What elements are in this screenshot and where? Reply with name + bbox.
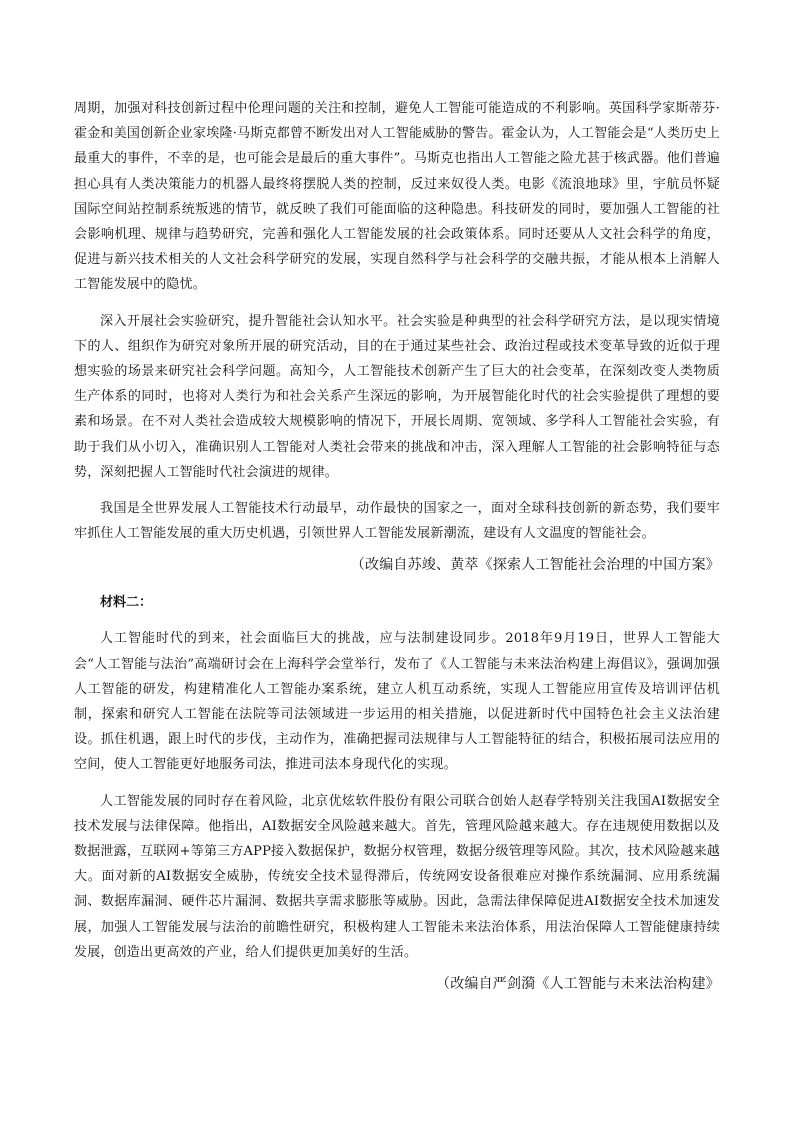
material1-source-citation: （改编自苏竣、黄萃《探索人工智能社会治理的中国方案》	[350, 557, 720, 574]
material2-paragraph-2: 人工智能发展的同时存在着风险，北京优炫软件股份有限公司联合创始人赵春学特别关注我国AI数据安全技术发展与法律保障。他指出，AI数据安全风险越来越大。首先，管理风险越来越大。存在违规使用数据以及数据泄露，互联网+等第三方APP接入数据保护，数据分权管理，数据分级管理等风险。其次，技术风险越来越大。面对新的AI数据安全威胁，传统安全技术显得滞后，传统网安设备很难应对操作系统漏洞、应用系统漏洞、数据库漏洞、硬件芯片漏洞、数据共享需求膨胀等威胁。因此，急需法律保障促进AI数据安全技术加速发展，加强人工智能发展与法治的前瞻性研究，积极构建人工智能未来法治体系，用法治保障人工智能健康持续发展，创造出更高效的产业，给人们提供更加美好的生活。	[74, 793, 720, 960]
material2-heading: 材料二：	[100, 595, 153, 611]
material1-paragraph-1: 周期，加强对科技创新过程中伦理问题的关注和控制，避免人工智能可能造成的不利影响。英国科学家斯蒂芬·霍金和美国创新企业家埃隆·马斯克都曾不断发出对人工智能威胁的警告。霍金认为，人工智能会是“人类历史上最重大的事件，不幸的是，也可能会是最后的重大事件”。马斯克也指出人工智能之险尤甚于核武器。他们普遍担心具有人类决策能力的机器人最终将摆脱人类的控制，反过来奴役人类。电影《流浪地球》里，宇航员怀疑国际空间站控制系统叛逃的情节，就反映了我们可能面临的这种隐患。科技研发的同时，要加强人工智能的社会影响机理、规律与趋势研究，完善和强化人工智能发展的社会政策体系。同时还要从人文社会科学的角度，促进与新兴技术相关的人文社会科学研究的发展，实现自然科学与社会科学的交融共振，才能从根本上消解人工智能发展中的隐忧。	[74, 101, 720, 293]
material1-paragraph-2: 深入开展社会实验研究，提升智能社会认知水平。社会实验是种典型的社会科学研究方法，是以现实情境下的人、组织作为研究对象所开展的研究活动，目的在于通过某些社会、政治过程或技术变革导致的近似于理想实验的场景来研究社会科学问题。高知今，人工智能技术创新产生了巨大的社会变革，在深刻改变人类物质生产体系的同时，也将对人类行为和社会关系产生深远的影响，为开展智能化时代的社会实验提供了理想的要素和场景。在不对人类社会造成较大规模影响的情况下，开展长周期、宽领域、多学科人工智能社会实验，有助于我们从小切入，准确识别人工智能对人类社会带来的挑战和冲击，深入理解人工智能的社会影响特征与态势，深刻把握人工智能时代社会演进的规律。	[74, 313, 720, 480]
material2-source-citation: （改编自严剑漪《人工智能与未来法治构建》	[436, 976, 720, 993]
material1-paragraph-3: 我国是全世界发展人工智能技术行动最早，动作最快的国家之一，面对全球科技创新的新态势，我们要牢牢抓住人工智能发展的重大历史机遇，引领世界人工智能发展新潮流，建设有人文温度的智能社会。	[74, 501, 720, 542]
material2-paragraph-1: 人工智能时代的到来，社会面临巨大的挑战，应与法制建设同步。2018年9月19日，世界人工智能大会“人工智能与法治”高端研讨会在上海科学会堂举行，发布了《人工智能与未来法治构建上海倡议》，强调加强人工智能的研发，构建精准化人工智能办案系统，建立人机互动系统，实现人工智能应用宣传及培训评估机制，探索和研究人工智能在法院等司法领域进一步运用的相关措施，以促进新时代中国特色社会主义法治建设。抓住机遇，跟上时代的步伐，主动作为，准确把握司法规律与人工智能特征的结合，积极拓展司法应用的空间，使人工智能更好地服务司法，推进司法本身现代化的实现。	[74, 631, 720, 773]
document-page	[74, 96, 720, 996]
